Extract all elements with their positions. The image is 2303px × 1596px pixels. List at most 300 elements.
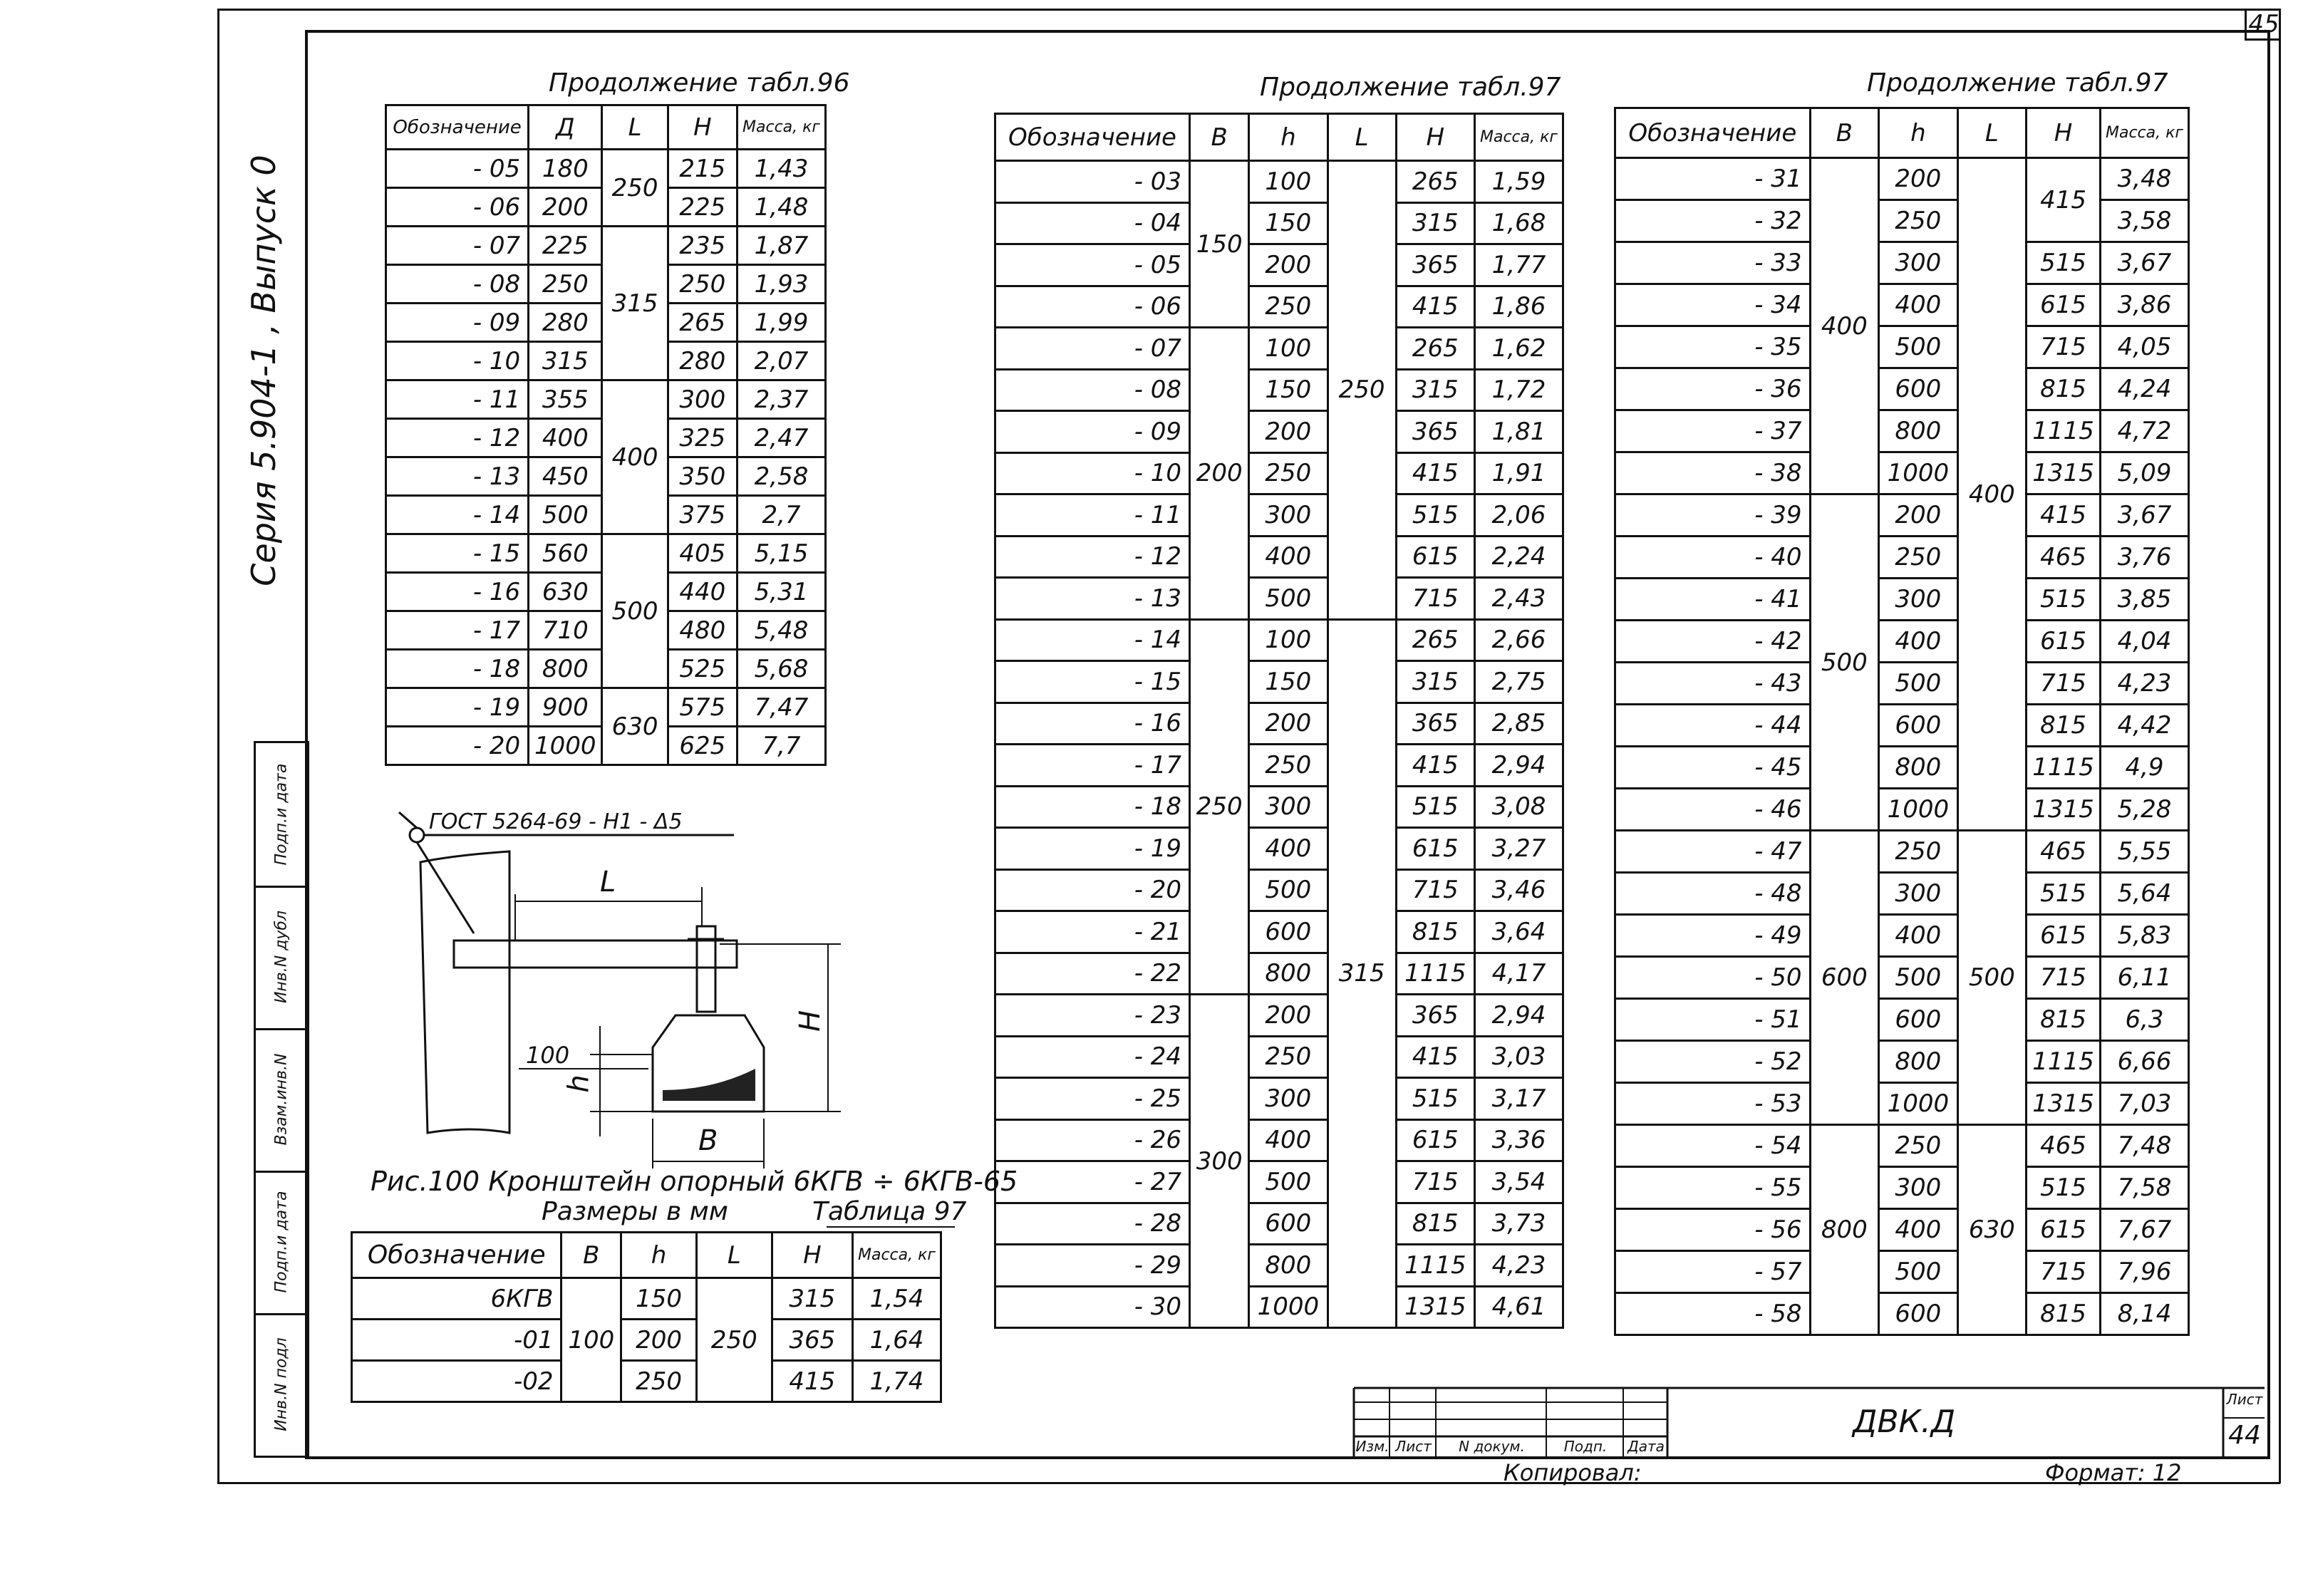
table-cell: 265 [668, 304, 737, 342]
table-cell: 3,08 [1474, 786, 1563, 828]
table-cell: 1115 [2027, 410, 2101, 452]
table-cell: 615 [2027, 1209, 2101, 1251]
table-cell: 815 [2027, 705, 2101, 747]
table-cell: 400 [1957, 158, 2027, 831]
table-cell: 715 [2027, 957, 2101, 999]
table-cell: 365 [1396, 703, 1474, 745]
table-cell: 2,07 [738, 342, 826, 380]
table-cell: 600 [1879, 1293, 1957, 1335]
table-cell: 6,66 [2100, 1041, 2188, 1083]
table-cell: 7,58 [2100, 1167, 2188, 1209]
table-cell: 300 [668, 380, 737, 419]
table-cell: 1,68 [1474, 202, 1563, 244]
sheet-label: Лист [2226, 1391, 2263, 1408]
table-cell: - 06 [995, 286, 1190, 328]
table-cell: 1115 [1396, 953, 1474, 995]
table-cell: - 08 [386, 265, 529, 304]
table-cell: - 11 [386, 380, 529, 419]
table-cell: 1,48 [738, 188, 826, 227]
table-cell: - 22 [995, 953, 1190, 995]
table-cell: - 11 [995, 494, 1190, 537]
table-cell: 2,24 [1474, 536, 1563, 578]
table1-header: H [668, 105, 737, 150]
table-cell: 630 [529, 573, 602, 611]
table-cell: 200 [1249, 411, 1328, 453]
table-cell: 1315 [2027, 1083, 2101, 1125]
table-cell: 710 [529, 611, 602, 650]
table-cell: 5,83 [2100, 915, 2188, 957]
table-cell: 415 [772, 1361, 852, 1402]
table-cell: 525 [668, 650, 737, 688]
table-cell: 200 [1879, 158, 1957, 200]
table-cell: 250 [1249, 745, 1328, 787]
table-cell: 250 [602, 150, 668, 227]
title-col-label: Лист [1395, 1438, 1432, 1455]
table-cell: 3,64 [1474, 911, 1563, 953]
table-cell: 250 [1249, 286, 1328, 328]
table-cell: 1000 [1879, 789, 1957, 831]
table-cell: 1000 [1879, 452, 1957, 494]
table-cell: 800 [529, 650, 602, 688]
table-cell: 4,23 [1474, 1245, 1563, 1287]
table-cell: 465 [2027, 831, 2101, 873]
table-cell: 315 [1396, 202, 1474, 244]
table-cell: 500 [1957, 831, 2027, 1125]
table-cell: 250 [621, 1361, 697, 1402]
table-cell: - 21 [995, 911, 1190, 953]
table-cell: 180 [529, 150, 602, 188]
table-cell: 5,28 [2100, 789, 2188, 831]
table-cell: 400 [1879, 284, 1957, 326]
table-cell: 4,61 [1474, 1286, 1563, 1328]
table3-header: L [1328, 114, 1396, 161]
table-cell: 815 [1396, 911, 1474, 953]
table-cell: - 17 [386, 611, 529, 650]
table-cell: 500 [1879, 1251, 1957, 1293]
table-cell: 6КГВ [352, 1278, 561, 1320]
table-cell: 6,3 [2100, 999, 2188, 1041]
table-cell: 3,67 [2100, 494, 2188, 537]
table-cell: - 49 [1615, 915, 1811, 957]
dimension-H: H [794, 1010, 827, 1032]
table-cell: 100 [561, 1278, 621, 1402]
table-cell: - 33 [1615, 242, 1811, 284]
table-cell: - 13 [995, 578, 1190, 620]
table-cell: 600 [1879, 705, 1957, 747]
format-label: Формат: 12 [2045, 1459, 2182, 1486]
table-cell: - 14 [995, 619, 1190, 661]
table-cell: - 18 [995, 786, 1190, 828]
table-cell: 715 [1396, 1161, 1474, 1203]
table-cell: 2,7 [738, 496, 826, 534]
table-cell: 350 [668, 457, 737, 496]
table-cell: 415 [1396, 286, 1474, 328]
table-cell: 365 [1396, 411, 1474, 453]
table-cell: 1000 [529, 727, 602, 765]
table-cell: 440 [668, 573, 737, 611]
table-cell: 150 [1249, 369, 1328, 411]
table3-header: H [1396, 114, 1474, 161]
table-cell: 500 [529, 496, 602, 534]
table-cell: 225 [529, 227, 602, 265]
table-cell: 100 [1249, 161, 1328, 203]
table4-header: B [1810, 108, 1879, 158]
table-cell: - 58 [1615, 1293, 1811, 1335]
table-cell: 1,77 [1474, 244, 1563, 286]
stamp-label: Инв.N подл [272, 1337, 291, 1431]
table-cell: 465 [2027, 1125, 2101, 1167]
table-cell: 2,37 [738, 380, 826, 419]
table-cell: 1115 [2027, 747, 2101, 789]
table-cell: - 12 [995, 536, 1190, 578]
table-cell: - 32 [1615, 200, 1811, 242]
table-cell: 250 [529, 265, 602, 304]
table-cell: - 06 [386, 188, 529, 227]
table-cell: - 35 [1615, 326, 1811, 368]
stamp-label: Инв.N дубл [272, 910, 291, 1004]
sheet-value: 44 [2228, 1421, 2261, 1450]
table4-header: L [1957, 108, 2027, 158]
table-cell: 300 [1879, 1167, 1957, 1209]
table1-header: Масса, кг [738, 105, 826, 150]
table-cell: - 53 [1615, 1083, 1811, 1125]
table-cell: 900 [529, 688, 602, 727]
table-cell: 250 [1879, 537, 1957, 579]
table-cell: - 07 [386, 227, 529, 265]
table-cell: - 30 [995, 1286, 1190, 1328]
table-cell: 1,74 [852, 1361, 941, 1402]
table-cell: 400 [529, 419, 602, 457]
table-cell: 630 [602, 688, 668, 765]
table1-caption: Продолжение табл.96 [549, 68, 850, 98]
table-cell: - 13 [386, 457, 529, 496]
table-cell: 600 [1249, 911, 1328, 953]
table-cell: 1,43 [738, 150, 826, 188]
table-cell: - 43 [1615, 663, 1811, 705]
table-cell: 1315 [2027, 789, 2101, 831]
table3-header: Обозначение [995, 114, 1190, 161]
table-cell: 715 [2027, 1251, 2101, 1293]
table-cell: 3,46 [1474, 869, 1563, 911]
table2-header: B [561, 1233, 621, 1278]
table-cell: 480 [668, 611, 737, 650]
dimension-L: L [600, 866, 616, 898]
weld-note: ГОСТ 5264-69 - Н1 - Δ5 [429, 809, 683, 834]
table-cell: - 55 [1615, 1167, 1811, 1209]
table-cell: 265 [1396, 619, 1474, 661]
table-cell: 715 [1396, 578, 1474, 620]
table-cell: 715 [1396, 869, 1474, 911]
table-cell: 465 [2027, 537, 2101, 579]
table-cell: 500 [1249, 578, 1328, 620]
table-cell: 7,67 [2100, 1209, 2188, 1251]
table-cell: - 12 [386, 419, 529, 457]
table1-header: L [602, 105, 668, 150]
table-cell: 1000 [1249, 1286, 1328, 1328]
table-cell: 500 [1879, 957, 1957, 999]
table-cell: 800 [1249, 953, 1328, 995]
table-cell: 315 [529, 342, 602, 380]
table-cell: 1,54 [852, 1278, 941, 1320]
table-cell: 3,48 [2100, 158, 2188, 200]
table-cell: - 56 [1615, 1209, 1811, 1251]
table-cell: 615 [1396, 828, 1474, 870]
table-cell: 150 [1190, 161, 1249, 328]
document-code: ДВК.Д [1853, 1404, 1956, 1440]
table-cell: 1115 [1396, 1245, 1474, 1287]
table-cell: 1000 [1879, 1083, 1957, 1125]
table-cell: 150 [1249, 661, 1328, 703]
table-cell: 250 [1879, 200, 1957, 242]
table-cell: 2,47 [738, 419, 826, 457]
table-cell: - 48 [1615, 873, 1811, 915]
table-cell: 600 [1810, 831, 1879, 1125]
table3-header: B [1190, 114, 1249, 161]
table-cell: 4,23 [2100, 663, 2188, 705]
figure-caption: Рис.100 Кронштейн опорный 6КГВ ÷ 6КГВ-65 [371, 1166, 1018, 1197]
table-cell: 5,15 [738, 534, 826, 573]
table-cell: 150 [1249, 202, 1328, 244]
table-cell: 615 [2027, 284, 2101, 326]
table-cell: 400 [1879, 621, 1957, 663]
table-cell: - 05 [995, 244, 1190, 286]
table-cell: - 46 [1615, 789, 1811, 831]
table-cell: - 52 [1615, 1041, 1811, 1083]
table-cell: 615 [2027, 621, 2101, 663]
table-cell: 300 [1249, 494, 1328, 537]
title-col-label: Подп. [1563, 1438, 1608, 1455]
table4-header: Обозначение [1615, 108, 1811, 158]
table-cell: 300 [1190, 995, 1249, 1328]
sheet-corner-number: 45 [2245, 10, 2281, 41]
table-cell: 3,86 [2100, 284, 2188, 326]
table-cell: 5,31 [738, 573, 826, 611]
table-cell: - 29 [995, 1245, 1190, 1287]
table-cell: 2,85 [1474, 703, 1563, 745]
table1-header: Обозначение [386, 105, 529, 150]
table-cell: 400 [1249, 1119, 1328, 1161]
table-cell: 1315 [2027, 452, 2101, 494]
title-col-label: Изм. [1355, 1438, 1389, 1455]
table-cell: 715 [2027, 326, 2101, 368]
table-cell: 515 [2027, 1167, 2101, 1209]
table-cell: 365 [1396, 995, 1474, 1037]
table-cell: 2,06 [1474, 494, 1563, 537]
table-cell: 4,17 [1474, 953, 1563, 995]
table-cell: 1,59 [1474, 161, 1563, 203]
table-cell: - 14 [386, 496, 529, 534]
table-cell: 280 [529, 304, 602, 342]
table-cell: - 51 [1615, 999, 1811, 1041]
table-cell: 715 [2027, 663, 2101, 705]
table-cell: 615 [2027, 915, 2101, 957]
table-cell: 100 [1249, 328, 1328, 370]
stamp-label: Подп.и дата [272, 763, 291, 866]
table-cell: 2,66 [1474, 619, 1563, 661]
table-cell: 315 [772, 1278, 852, 1320]
table-cell: 280 [668, 342, 737, 380]
table-cell: 415 [1396, 1036, 1474, 1078]
table-cell: - 57 [1615, 1251, 1811, 1293]
table-cell: 7,47 [738, 688, 826, 727]
table-cell: 300 [1879, 579, 1957, 621]
table-cell: 325 [668, 419, 737, 457]
table-cell: 2,58 [738, 457, 826, 496]
table-cell: 3,17 [1474, 1078, 1563, 1120]
table-cell: - 45 [1615, 747, 1811, 789]
title-col-label: N докум. [1459, 1438, 1525, 1455]
table-cell: 4,9 [2100, 747, 2188, 789]
stamp-label: Подп.и дата [272, 1191, 291, 1293]
table-cell: - 28 [995, 1203, 1190, 1245]
table-cell: 250 [1879, 1125, 1957, 1167]
table-cell: 5,68 [738, 650, 826, 688]
table-cell: - 38 [1615, 452, 1811, 494]
table-cell: 500 [1879, 663, 1957, 705]
table-cell: 515 [2027, 242, 2101, 284]
table-cell: 200 [529, 188, 602, 227]
table-cell: 3,85 [2100, 579, 2188, 621]
table-cell: - 15 [995, 661, 1190, 703]
table-cell: - 40 [1615, 537, 1811, 579]
table-cell: - 03 [995, 161, 1190, 203]
table-cell: 615 [1396, 536, 1474, 578]
table-cell: 265 [1396, 328, 1474, 370]
table-cell: 5,48 [738, 611, 826, 650]
table-cell: 2,43 [1474, 578, 1563, 620]
table-cell: - 20 [995, 869, 1190, 911]
table-cell: 515 [1396, 786, 1474, 828]
side-series-text: Серия 5.904-1 , Выпуск 0 [244, 155, 283, 586]
table-cell: 200 [1249, 703, 1328, 745]
table-cell: 3,67 [2100, 242, 2188, 284]
table-cell: 200 [1249, 995, 1328, 1037]
table-cell: - 09 [386, 304, 529, 342]
table-cell: 5,64 [2100, 873, 2188, 915]
table-cell: 815 [2027, 1293, 2101, 1335]
table-cell: - 08 [995, 369, 1190, 411]
table-cell: 4,05 [2100, 326, 2188, 368]
table-cell: 200 [1249, 244, 1328, 286]
table-cell: 250 [1249, 1036, 1328, 1078]
table-cell: 1,91 [1474, 452, 1563, 494]
table-cell: 1,93 [738, 265, 826, 304]
table-cell: - 54 [1615, 1125, 1811, 1167]
table-cell: 2,94 [1474, 995, 1563, 1037]
table-cell: 5,55 [2100, 831, 2188, 873]
table-cell: 225 [668, 188, 737, 227]
table-cell: - 04 [995, 202, 1190, 244]
table-cell: 1315 [1396, 1286, 1474, 1328]
table-cell: 515 [1396, 1078, 1474, 1120]
table4-header: h [1879, 108, 1957, 158]
table-cell: 400 [1249, 828, 1328, 870]
table-cell: 3,03 [1474, 1036, 1563, 1078]
table-cell: 415 [2027, 158, 2101, 242]
table-cell: 315 [1328, 619, 1396, 1328]
table-cell: 800 [1249, 1245, 1328, 1287]
table-cell: 800 [1879, 747, 1957, 789]
table-cell: 4,24 [2100, 368, 2188, 410]
table-cell: 7,48 [2100, 1125, 2188, 1167]
table-cell: 1,99 [738, 304, 826, 342]
table-cell: - 36 [1615, 368, 1811, 410]
table-cell: - 24 [995, 1036, 1190, 1078]
table-cell: - 16 [995, 703, 1190, 745]
table-cell: -02 [352, 1361, 561, 1402]
table4-header: H [2027, 108, 2101, 158]
table-cell: 630 [1957, 1125, 2027, 1335]
table-cell: 625 [668, 727, 737, 765]
table-cell: 7,03 [2100, 1083, 2188, 1125]
table-cell: 200 [1190, 328, 1249, 620]
table-cell: - 44 [1615, 705, 1811, 747]
table-cell: 400 [1879, 915, 1957, 957]
table-cell: 615 [1396, 1119, 1474, 1161]
table-cell: - 34 [1615, 284, 1811, 326]
table-cell: - 15 [386, 534, 529, 573]
table-cell: 800 [1879, 1041, 1957, 1083]
table-cell: 3,27 [1474, 828, 1563, 870]
table-cell: 500 [1249, 869, 1328, 911]
table-cell: 4,42 [2100, 705, 2188, 747]
table-cell: 1,62 [1474, 328, 1563, 370]
table-cell: - 31 [1615, 158, 1811, 200]
table-cell: 515 [2027, 873, 2101, 915]
table-cell: - 27 [995, 1161, 1190, 1203]
units-note: Размеры в мм [542, 1197, 728, 1226]
table-cell: 250 [1249, 452, 1328, 494]
table-cell: 300 [1249, 786, 1328, 828]
table-cell: 600 [1879, 999, 1957, 1041]
table-cell: 5,09 [2100, 452, 2188, 494]
table4-header: Масса, кг [2100, 108, 2188, 158]
table3-header: Масса, кг [1474, 114, 1563, 161]
table-cell: 500 [1879, 326, 1957, 368]
table-cell: - 09 [995, 411, 1190, 453]
table-cell: 3,76 [2100, 537, 2188, 579]
table-cell: - 10 [995, 452, 1190, 494]
table-cell: 150 [621, 1278, 697, 1320]
table-cell: 800 [1879, 410, 1957, 452]
table-cell: - 39 [1615, 494, 1811, 537]
table-cell: 575 [668, 688, 737, 727]
table-cell: - 50 [1615, 957, 1811, 999]
table-cell: 450 [529, 457, 602, 496]
table-cell: 250 [668, 265, 737, 304]
table-cell: 315 [602, 227, 668, 380]
table-cell: - 23 [995, 995, 1190, 1037]
table-cell: 365 [1396, 244, 1474, 286]
table-cell: 815 [2027, 368, 2101, 410]
table-cell: 100 [1249, 619, 1328, 661]
table2-header: H [772, 1233, 852, 1278]
table-cell: 250 [696, 1278, 772, 1402]
table-cell: 315 [1396, 369, 1474, 411]
table2-header: Масса, кг [852, 1233, 941, 1278]
table-cell: 500 [1810, 494, 1879, 831]
table-cell: 400 [1810, 158, 1879, 494]
table-cell: 400 [1249, 536, 1328, 578]
copied-by-label: Копировал: [1504, 1459, 1642, 1486]
table4-caption: Продолжение табл.97 [1867, 68, 2168, 98]
table-cell: 400 [1879, 1209, 1957, 1251]
table-cell: 1115 [2027, 1041, 2101, 1083]
dimension-100: 100 [526, 1042, 570, 1069]
table-cell: 355 [529, 380, 602, 419]
table-cell: 250 [1879, 831, 1957, 873]
table3-header: h [1249, 114, 1328, 161]
